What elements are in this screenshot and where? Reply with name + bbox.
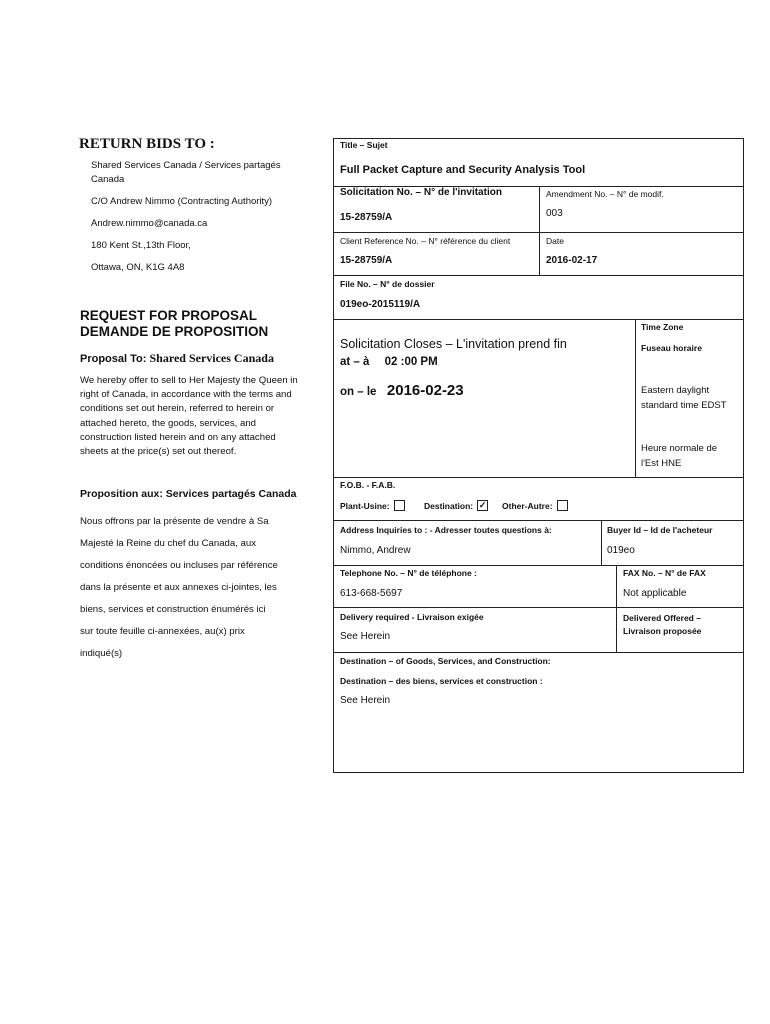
telephone-label: Telephone No. – N° de téléphone : (340, 568, 477, 578)
plant-checkbox[interactable] (394, 500, 405, 511)
other-label: Other-Autre: (502, 501, 553, 511)
closing-date-value: 2016-02-23 (386, 382, 464, 399)
closing-time (340, 356, 438, 368)
date-label: Date (546, 236, 564, 246)
timezone-en-line: Eastern daylight (641, 385, 710, 396)
paragraph-line: sur toute feuille ci-annexées, au(x) prix (80, 626, 245, 637)
divider (601, 520, 602, 565)
solicitation-value: 15-28759/A (340, 212, 393, 223)
destination-label: Destination: (424, 501, 474, 511)
fax-label: FAX No. – N° de FAX (623, 568, 706, 578)
client-ref-label: Client Reference No. – N° référence du client (340, 236, 511, 246)
rfp-title-en: REQUEST FOR PROPOSAL (80, 308, 258, 323)
closes-label: Solicitation Closes – L'invitation prend fin (340, 337, 567, 351)
destination-fr-label: Destination – des biens, services et construction : (340, 676, 543, 686)
address-line: 180 Kent St.,13th Floor, (91, 240, 191, 251)
timezone-fr-line: Heure normale de (641, 443, 718, 454)
timezone-fr (641, 441, 717, 471)
title-value: Full Packet Capture and Security Analysis Tool (340, 164, 586, 176)
contact-email[interactable]: Andrew.nimmo@canada.ca (91, 218, 208, 229)
paragraph-line: conditions set out herein, referred to herein or (80, 403, 275, 415)
divider (616, 565, 617, 652)
proposal-to (80, 351, 274, 366)
other-checkbox[interactable] (557, 500, 568, 511)
timezone-en-line: standard time EDST (641, 400, 727, 411)
address-line: Ottawa, ON, K1G 4A8 (91, 262, 185, 273)
destination-value: See Herein (340, 695, 391, 706)
destination-field (424, 501, 488, 512)
timezone-label: Time Zone (641, 322, 684, 332)
on-label: on – le (340, 386, 377, 398)
paragraph-line: indiqué(s) (80, 648, 123, 659)
paragraph-line: biens, services et construction énumérés ici (80, 604, 266, 615)
telephone-value: 613-668-5697 (340, 588, 403, 599)
delivery-offered-label (623, 612, 701, 638)
file-label: File No. – N° de dossier (340, 279, 435, 289)
divider (333, 319, 744, 320)
proposal-to-value: Shared Services Canada (149, 351, 274, 365)
divider (333, 607, 744, 608)
amendment-value: 003 (546, 208, 563, 219)
inquiries-label: Address Inquiries to : - Adresser toutes questions à: (340, 525, 552, 535)
fob-label: F.O.B. - F.A.B. (340, 480, 396, 490)
plant-field (340, 501, 405, 512)
rfp-title-fr: DEMANDE DE PROPOSITION (80, 324, 269, 339)
timezone-en (641, 383, 727, 413)
divider (333, 477, 744, 478)
proposal-to-label: Proposal To: (80, 353, 147, 365)
paragraph-line: right of Canada, in accordance with the terms and (80, 389, 292, 401)
paragraph-line: dans la présente et aux annexes ci-jointes, les (80, 582, 277, 593)
title-label: Title – Sujet (340, 140, 388, 150)
buyer-label: Buyer Id – Id de l'acheteur (607, 525, 713, 535)
paragraph-line: attached hereto, the goods, services, and (80, 417, 256, 429)
fuseau-label: Fuseau horaire (641, 343, 702, 353)
other-field (502, 501, 568, 512)
closing-time-value: 02 :00 PM (384, 356, 438, 368)
proposition-title: Proposition aux: Services partagés Canada (80, 488, 297, 500)
destination-goods-label: Destination – of Goods, Services, and Construction: (340, 656, 551, 666)
divider (635, 319, 636, 477)
plant-label: Plant-Usine: (340, 501, 390, 511)
paragraph-line: construction listed herein and on any attached (80, 431, 276, 443)
return-bids-title: RETURN BIDS TO : (79, 136, 215, 152)
divider (539, 186, 540, 275)
delivery-label: Delivery required - Livraison exigée (340, 612, 484, 622)
paragraph-line: conditions énoncées ou incluses par référence (80, 560, 278, 571)
divider (333, 565, 744, 566)
paragraph-line: sheets at the price(s) set out thereof. (80, 446, 237, 458)
file-value: 019eo-2015119/A (340, 299, 421, 310)
buyer-value: 019eo (607, 545, 635, 556)
paragraph-line: We hereby offer to sell to Her Majesty the Queen in (80, 375, 298, 386)
destination-checkbox[interactable]: ✓ (478, 500, 487, 511)
solicitation-label: Solicitation No. – N° de l'invitation (340, 187, 502, 198)
paragraph-line: Nous offrons par la présente de vendre à Sa (80, 516, 269, 527)
divider (333, 275, 744, 276)
closing-date (340, 382, 464, 400)
address-line: Shared Services Canada / Services partagés (91, 160, 281, 171)
delivery-offered-line: Delivered Offered – (623, 613, 701, 623)
address-line: C/O Andrew Nimmo (Contracting Authority) (91, 196, 273, 207)
address-line: Canada (91, 174, 125, 185)
at-label: at – à (340, 356, 370, 368)
divider (333, 652, 744, 653)
fax-value: Not applicable (623, 588, 687, 599)
delivery-offered-line: Livraison proposée (623, 626, 702, 636)
client-ref-value: 15-28759/A (340, 255, 393, 266)
paragraph-line: Majesté la Reine du chef du Canada, aux (80, 538, 256, 549)
divider (333, 520, 744, 521)
offer-paragraph-en (80, 374, 325, 459)
delivery-value: See Herein (340, 631, 391, 642)
offer-paragraph-fr (80, 511, 278, 665)
timezone-fr-line: l'Est HNE (641, 458, 682, 469)
date-value: 2016-02-17 (546, 255, 598, 266)
inquiries-value: Nimmo, Andrew (340, 545, 411, 556)
amendment-label: Amendment No. – N° de modif. (546, 189, 664, 199)
